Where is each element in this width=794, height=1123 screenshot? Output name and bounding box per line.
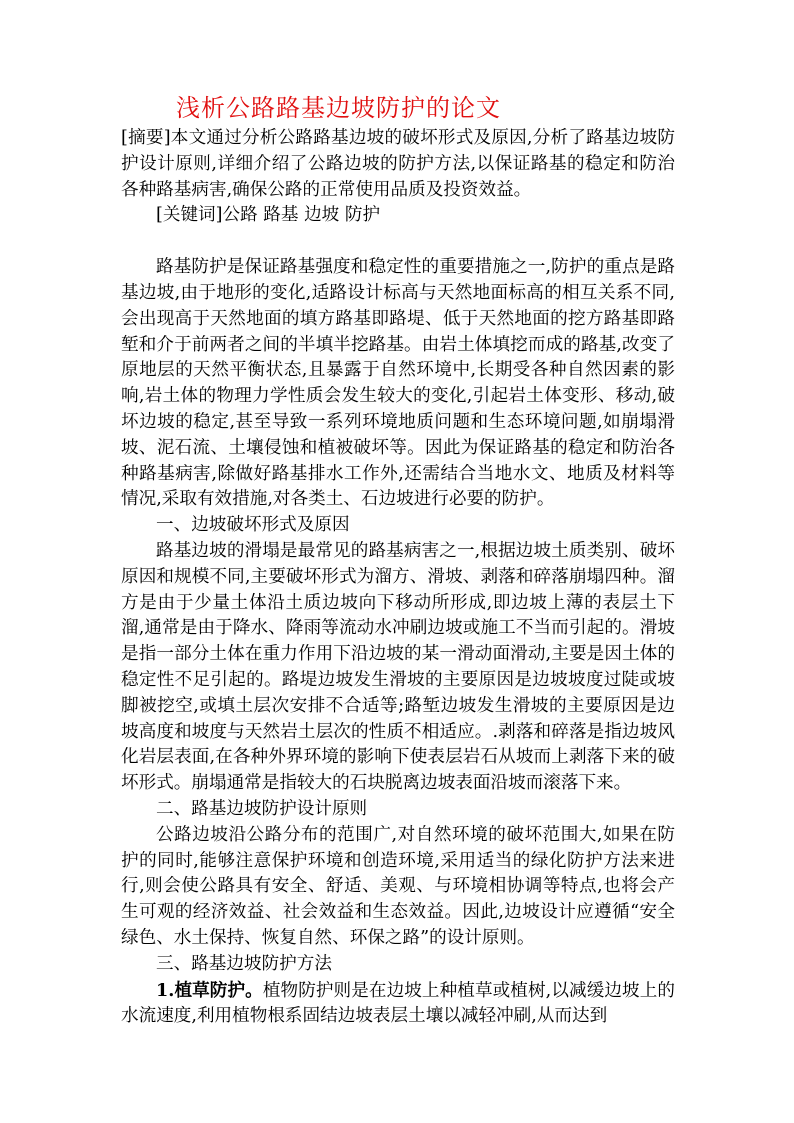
paragraph-gap — [121, 229, 675, 255]
keywords-line: [关键词]公路 路基 边坡 防护 — [156, 205, 381, 226]
intro-paragraph: 路基防护是保证路基强度和稳定性的重要措施之一,防护的重点是路基边坡,由于地形的变化,适路设计标高与天然地面标高的相互关系不同,会出现高于天然地面的填方路基即路堤、低于天然地面的挖方路基即路堑和介于前两者之间的半填半挖路基。由岩土体填挖而成的路基,改变了原地层的天然平衡状态,且暴露于自然环境中,长期受各种自然因素的影响,岩土体的物理力学性质会发生较大的变化,引起岩土体变形、移动,破坏边坡的稳定,甚至导致一系列环境地质问题和生态环境问题,如崩塌滑坡、泥石流、土壤侵蚀和植被破坏等。因此为保证路基的稳定和防治各种路基病害,除做好路基排水工作外,还需结合当地水文、地质及材料等情况,采取有效措施,对各类土、石边坡进行必要的防护。 — [121, 257, 675, 510]
document-title: 浅析公路路基边坡防护的论文 — [176, 94, 501, 122]
section1-paragraph: 路基边坡的滑塌是最常见的路基病害之一,根据边坡土质类别、破坏原因和规模不同,主要破坏形式为溜方、滑坡、剥落和碎落崩塌四种。溜方是由于少量土体沿土质边坡向下移动所形成,即边坡上薄的表层土下溜,通常是由于降水、降雨等流动水冲刷边坡或施工不当而引起的。滑坡是指一部分土体在重力作用下沿边坡的某一滑动面滑动,主要是因土体的稳定性不足引起的。路堤边坡发生滑坡的主要原因是边坡坡度过陡或坡脚被挖空,或填土层次安排不合适等;路堑边坡发生滑坡的主要原因是边坡高度和坡度与天然岩土层次的性质不相适应。.剥落和碎落是指边坡风化岩层表面,在各种外界环境的影响下使表层岩石从坡而上剥落下来的破坏形式。崩塌通常是指较大的石块脱离边坡表面沿坡而滚落下来。 — [121, 540, 675, 794]
section1-heading: 一、边坡破坏形式及原因 — [156, 515, 350, 536]
section2-paragraph: 公路边坡沿公路分布的范围广,对自然环境的破坏范围大,如果在防护的同时,能够注意保护环境和创造环境,采用适当的绿化防护方法来进行,则会使公路具有安全、舒适、美观、与环境相协调等特点,也将会产生可观的经济效益、社会效益和生态效益。因此,边坡设计应遵循“安全绿色、水土保持、恢复自然、环保之路”的设计原则。 — [121, 824, 675, 948]
section3-item1-label: 1.植草防护。 — [156, 979, 263, 1001]
section2-heading: 二、路基边坡防护设计原则 — [156, 798, 368, 819]
section3-item1-paragraph — [121, 978, 675, 1031]
document-body — [121, 126, 675, 1030]
section3-item1-text: 植物防护则是在边坡上种植草或植树,以减缓边坡上的水流速度,利用植物根系固结边坡表层土壤以减轻冲刷,从而达到 — [121, 980, 675, 1027]
section3-heading: 三、路基边坡防护方法 — [156, 953, 332, 974]
abstract-paragraph: [摘要]本文通过分析公路路基边坡的破坏形式及原因,分析了路基边坡防护设计原则,详细介绍了公路边坡的防护方法,以保证路基的稳定和防治各种路基病害,确保公路的正常使用品质及投资效益。 — [121, 128, 675, 200]
